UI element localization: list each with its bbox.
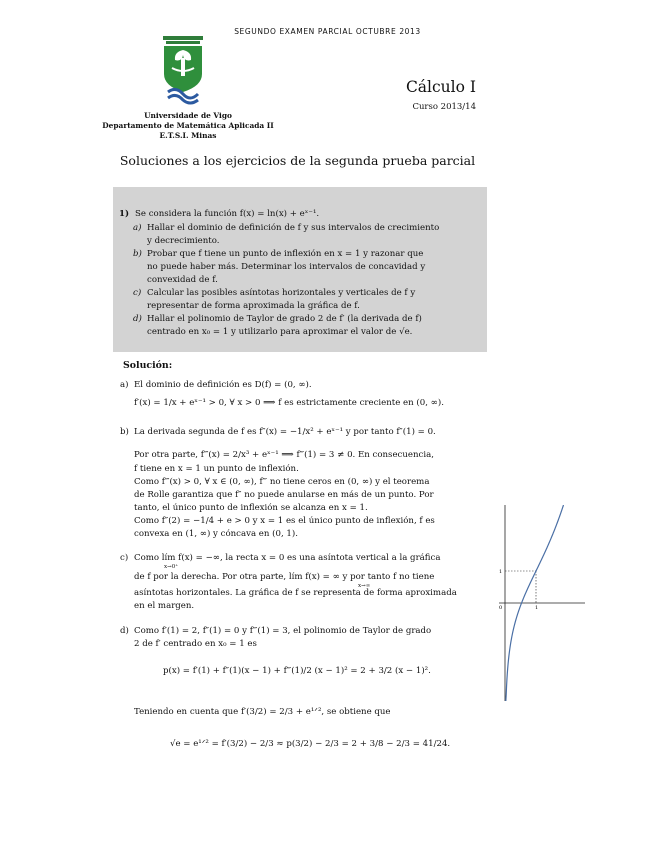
item-line: Calcular las posibles asíntotas horizontales y verticales de f y	[147, 288, 416, 298]
sqrt-e-approximation: √e = e¹ᐟ² = f′(3/2) − 2/3 ≈ p(3/2) − 2/3 = 2 + 3/8 − 2/3 = 41/24.	[170, 739, 451, 749]
x-tick-label: 1	[535, 605, 539, 611]
problem-intro: Se considera la función f(x) = ln(x) + eˣ⁻¹.	[135, 209, 320, 219]
function-graph	[499, 505, 585, 701]
page-title: Soluciones a los ejercicios de la segunda prueba parcial	[119, 153, 476, 168]
solution-heading: Solución:	[123, 360, 173, 371]
solution-line: Como f″(2) = −1/4 + e > 0 y x = 1 es el único punto de inflexión, f es	[134, 516, 435, 526]
solution-line: f′(x) = 1/x + eˣ⁻¹ > 0, ∀ x > 0 ⟹ f es estrictamente creciente en (0, ∞).	[134, 398, 444, 408]
university-name: Universidade de Vigo	[144, 111, 232, 120]
solution-line: 2 de f′ centrado en x₀ = 1 es	[134, 639, 257, 649]
item-line: Hallar el polinomio de Taylor de grado 2 de f′ (la derivada de f)	[147, 314, 422, 324]
solution-line: Como f′(1) = 2, f″(1) = 0 y f‴(1) = 3, el polinomio de Taylor de grado	[134, 626, 432, 636]
problem-number: 1)	[119, 209, 130, 219]
solution-line: asíntotas horizontales. La gráfica de f se representa de forma aproximada	[134, 588, 457, 598]
solution-line: Como lím f(x) = −∞, la recta x = 0 es una asíntota vertical a la gráfica	[134, 553, 441, 563]
course-year: Curso 2013/14	[412, 102, 476, 112]
item-label: a)	[133, 223, 142, 233]
university-crest-icon	[160, 34, 206, 106]
solution-line: Teniendo en cuenta que f′(3/2) = 2/3 + e¹ᐟ², se obtiene que	[134, 707, 391, 717]
solution-line: El dominio de definición es D(f) = (0, ∞).	[134, 380, 312, 390]
exam-header: SEGUNDO EXAMEN PARCIAL OCTUBRE 2013	[234, 27, 421, 36]
item-label: d)	[133, 314, 142, 324]
solution-line: Como f‴(x) > 0, ∀ x ∈ (0, ∞), f‴ no tiene ceros en (0, ∞) y el teorema	[134, 477, 430, 487]
item-line: Hallar el dominio de definición de f y sus intervalos de crecimiento	[147, 223, 440, 233]
item-line: convexidad de f.	[147, 275, 218, 285]
item-label: b)	[133, 249, 142, 259]
solution-line: en el margen.	[134, 601, 195, 611]
solution-label: c)	[120, 553, 129, 563]
solution-line: tanto, el único punto de inflexión se alcanza en x = 1.	[134, 503, 368, 513]
taylor-polynomial: p(x) = f′(1) + f″(1)(x − 1) + f‴(1)/2 (x − 1)² = 2 + 3/2 (x − 1)².	[163, 666, 431, 676]
solution-line: de Rolle garantiza que f″ no puede anularse en más de un punto. Por	[134, 490, 434, 500]
origin-label: 0	[499, 605, 503, 611]
solution-line: Por otra parte, f‴(x) = 2/x³ + eˣ⁻¹ ⟹ f‴(1) = 3 ≠ 0. En consecuencia,	[134, 450, 434, 460]
limit-subscript: x→0⁺	[164, 564, 179, 570]
y-tick-label: 1	[499, 569, 503, 575]
solution-line: f tiene en x = 1 un punto de inflexión.	[134, 464, 299, 474]
item-line: centrado en x₀ = 1 y utilizarlo para aproximar el valor de √e.	[147, 327, 413, 337]
solution-label: b)	[120, 427, 129, 437]
solution-line: convexa en (1, ∞) y cóncava en (0, 1).	[134, 529, 298, 539]
item-line: no puede haber más. Determinar los intervalos de concavidad y	[147, 262, 426, 272]
item-line: representar de forma aproximada la gráfica de f.	[147, 301, 360, 311]
solution-label: d)	[120, 626, 129, 636]
item-label: c)	[133, 288, 142, 298]
course-name: Cálculo I	[405, 78, 476, 96]
university-block	[98, 111, 278, 141]
department-name: Departamento de Matemática Aplicada II	[102, 121, 274, 130]
solution-label: a)	[120, 380, 129, 390]
problem-box	[113, 187, 487, 352]
solution-line: de f por la derecha. Por otra parte, lím f(x) = ∞ y por tanto f no tiene	[134, 572, 435, 582]
item-line: Probar que f tiene un punto de inflexión en x = 1 y razonar que	[147, 249, 424, 259]
solution-line: La derivada segunda de f es f″(x) = −1/x² + eˣ⁻¹ y por tanto f″(1) = 0.	[134, 427, 436, 437]
item-line: y decrecimiento.	[147, 236, 220, 246]
school-name: E.T.S.I. Minas	[159, 131, 217, 140]
limit-subscript: x→∞	[358, 583, 371, 589]
